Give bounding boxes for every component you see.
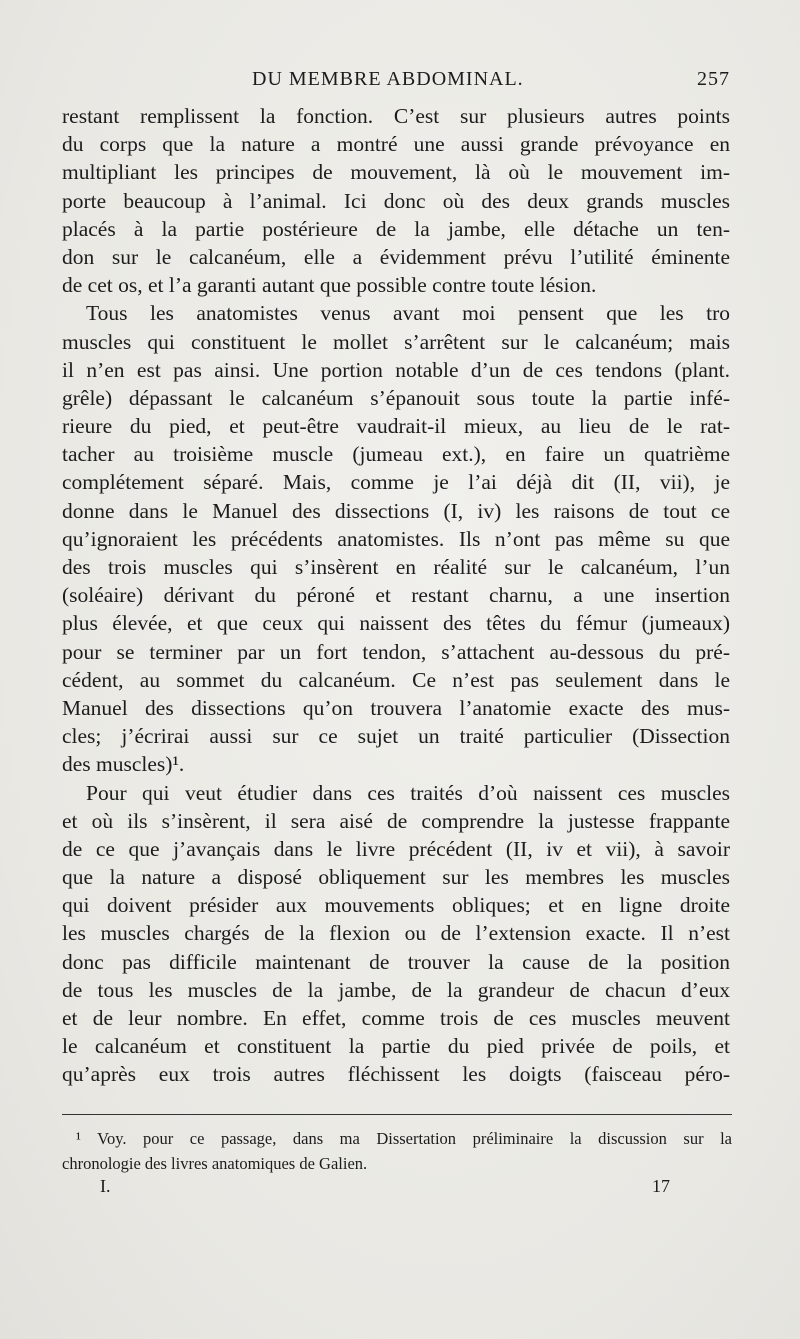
- footnote-line: chronologie des livres anatomiques de Galien.: [62, 1154, 368, 1173]
- text-line: muscles qui constituent le mollet s’arrêtent sur le calcanéum; mais: [62, 329, 730, 354]
- text-line: que la nature a disposé obliquement sur les membres les muscles: [62, 865, 730, 890]
- text-line: complétement séparé. Mais, comme je l’ai déjà dit (II, vii), je: [62, 470, 730, 495]
- text-line: cles; j’écrirai aussi sur ce sujet un traité particulier (Dissection: [62, 724, 730, 749]
- text-line: don sur le calcanéum, elle a évidemment prévu l’utilité éminente: [62, 244, 730, 269]
- text-line: rieure du pied, et peut-être vaudrait-il mieux, au lieu de le rat-: [62, 414, 730, 439]
- text-line: les muscles chargés de la flexion ou de l’extension exacte. Il n’est: [62, 921, 730, 946]
- text-line: et de leur nombre. En effet, comme trois de ces muscles meuvent: [62, 1006, 730, 1030]
- text-line: grêle) dépassant le calcanéum s’épanouit sous toute la partie infé-: [62, 385, 730, 410]
- text-line: du corps que la nature a montré une aussi grande prévoyance en: [62, 132, 730, 157]
- text-line: et où ils s’insèrent, il sera aisé de comprendre la justesse frappante: [62, 808, 730, 833]
- text-line: de ce que j’avançais dans le livre précédent (II, iv et vii), à savoir: [62, 836, 730, 861]
- footnote-divider: [62, 1114, 732, 1115]
- text-line: donne dans le Manuel des dissections (I, iv) les raisons de tout ce: [62, 498, 730, 523]
- printer-signature: [100, 1176, 670, 1202]
- text-line: restant remplissent la fonction. C’est sur plusieurs autres points: [62, 104, 730, 128]
- text-line: Tous les anatomistes venus avant moi pensent que les tro: [86, 301, 730, 326]
- text-line: Manuel des dissections qu’on trouvera l’anatomie exacte des mus-: [62, 695, 730, 720]
- text-line: porte beaucoup à l’animal. Ici donc où des deux grands muscles: [62, 188, 730, 213]
- text-line: tacher au troisième muscle (jumeau ext.), en faire un quatrième: [62, 442, 730, 467]
- text-line: placés à la partie postérieure de la jambe, elle détache un ten-: [62, 216, 730, 241]
- text-line: cédent, au sommet du calcanéum. Ce n’est pas seulement dans le: [62, 667, 730, 692]
- main-text: [62, 102, 730, 1089]
- text-line: (soléaire) dérivant du péroné et restant charnu, a une insertion: [62, 583, 730, 608]
- text-line: plus élevée, et que ceux qui naissent des têtes du fémur (jumeaux): [62, 611, 730, 636]
- text-line: multipliant les principes de mouvement, là où le mouvement im-: [62, 160, 730, 185]
- text-line: de cet os, et l’a garanti autant que possible contre toute lésion.: [62, 273, 597, 298]
- text-line: le calcanéum et constituent la partie du pied privée de poils, et: [62, 1034, 730, 1059]
- text-line: de tous les muscles de la jambe, de la grandeur de chacun d’eux: [62, 977, 730, 1002]
- text-line: donc pas difficile maintenant de trouver la cause de la position: [62, 949, 730, 974]
- running-title: DU MEMBRE ABDOMINAL.: [252, 68, 524, 90]
- text-line: des muscles)¹.: [62, 752, 185, 777]
- page-header: [62, 68, 730, 98]
- text-line: pour se terminer par un fort tendon, s’attachent au-dessous du pré-: [62, 639, 730, 664]
- text-line: Pour qui veut étudier dans ces traités d’où naissent ces muscles: [86, 780, 730, 805]
- page-number: 257: [697, 68, 730, 90]
- text-line: qu’ignoraient les précédents anatomistes. Ils n’ont pas même su que: [62, 526, 730, 551]
- footnote-line: ¹ Voy. pour ce passage, dans ma Dissertation préliminaire la discussion sur la: [76, 1129, 732, 1148]
- volume-mark: I.: [100, 1176, 111, 1196]
- text-line: des trois muscles qui s’insèrent en réalité sur le calcanéum, l’un: [62, 555, 730, 579]
- text-line: qu’après eux trois autres fléchissent les doigts (faisceau péro-: [62, 1062, 730, 1087]
- gathering-number: 17: [652, 1176, 670, 1196]
- footnote: [62, 1126, 732, 1176]
- text-line: qui doivent présider aux mouvements obliques; et en ligne droite: [62, 893, 730, 918]
- text-line: il n’en est pas ainsi. Une portion notable d’un de ces tendons (plant.: [62, 357, 730, 382]
